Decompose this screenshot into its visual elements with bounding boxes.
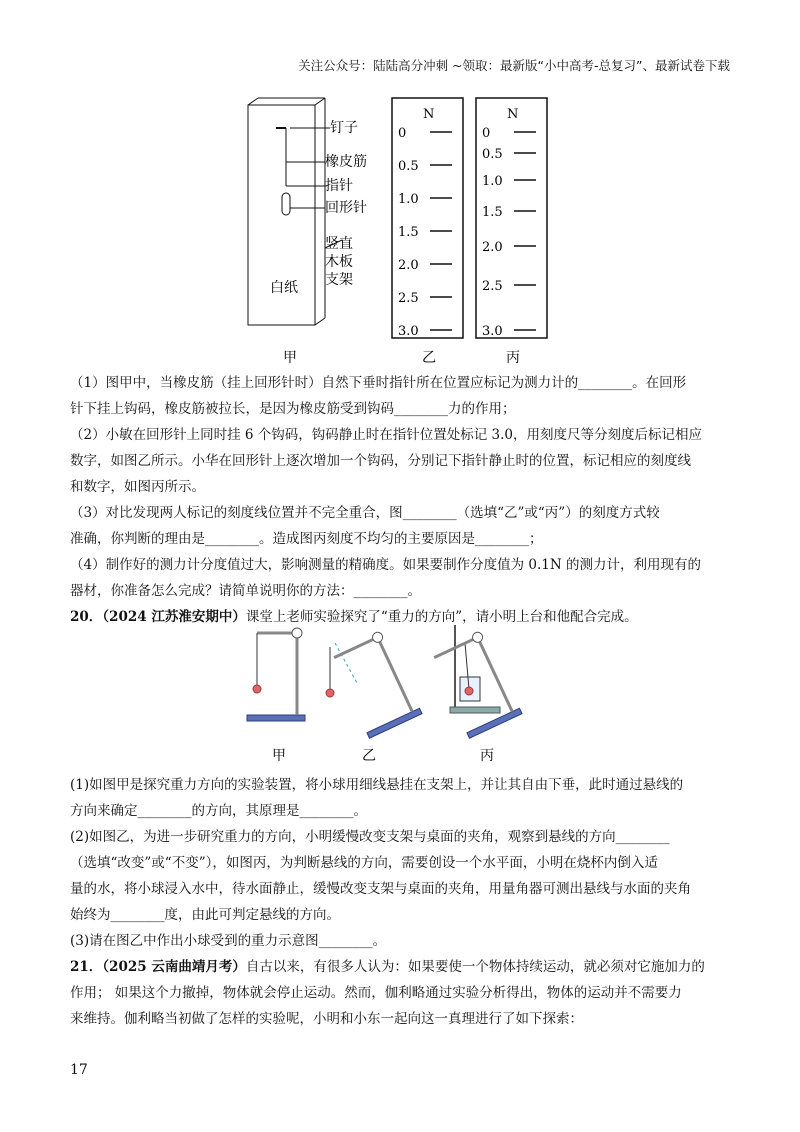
scale-bing bbox=[482, 126, 536, 339]
q21-heading bbox=[70, 954, 705, 980]
q20-intro: 课堂上老师实验探究了“重力的方向”，请小明上台和他配合完成。 bbox=[245, 609, 638, 625]
q20-line-6: 始终为________度，由此可判定悬线的方向。 bbox=[70, 907, 340, 923]
unit-bing: N bbox=[507, 107, 519, 122]
fig2-caption-bing: 丙 bbox=[480, 748, 494, 764]
scale-label: 1.0 bbox=[398, 192, 419, 207]
q20-source: （2024 江苏淮安期中） bbox=[102, 609, 246, 625]
q19-line-2: 针下挂上钩码，橡皮筋被拉长，是因为橡皮筋受到钩码________力的作用； bbox=[70, 401, 516, 417]
page-number: 17 bbox=[70, 1062, 88, 1078]
scale-label: 2.5 bbox=[398, 291, 419, 306]
caption-yi: 乙 bbox=[422, 350, 436, 366]
q21-line-2: 作用； 如果这个力撤掉，物体就会停止运动。然而，伽利略通过实验分析得出，物体的运动并不需要力 bbox=[70, 985, 682, 1001]
gravity-direction-figure bbox=[235, 615, 565, 765]
q20-line-4: （选填“改变”或“不变”），如图丙，为判断悬线的方向，需要创设一个水平面，小明在烧杯内倒入适 bbox=[70, 855, 658, 871]
label-rubber: 橡皮筋 bbox=[325, 154, 367, 170]
q20-line-3: (2)如图乙，为进一步研究重力的方向，小明缓慢改变支架与桌面的夹角，观察到悬线的方向________ bbox=[70, 829, 670, 845]
q20-line-7: (3)请在图乙中作出小球受到的重力示意图________。 bbox=[70, 933, 387, 949]
scale-label: 1.5 bbox=[482, 205, 503, 220]
scale-label: 3.0 bbox=[482, 324, 503, 339]
q19-line-4: 数字，如图乙所示。小华在回形针上逐次增加一个钩码，分别记下指针静止时的位置，标记相应的刻度线 bbox=[70, 453, 691, 469]
scale-label: 1.5 bbox=[398, 225, 419, 240]
q21-source: （2025 云南曲靖月考） bbox=[102, 959, 246, 975]
scale-label: 3.0 bbox=[398, 324, 419, 339]
scale-label: 0 bbox=[398, 126, 407, 141]
scale-label: 2.5 bbox=[482, 279, 503, 294]
q21-line-3: 来维持。伽利略当初做了怎样的实验呢，小明和小东一起向这一真理进行了如下探索： bbox=[70, 1011, 583, 1027]
q19-line-6: （3）对比发现两人标记的刻度线位置并不完全重合，图________（选填“乙”或“丙”）的刻度方式较 bbox=[70, 505, 660, 521]
label-vertical-3: 支架 bbox=[325, 272, 353, 288]
q19-line-5: 和数字，如图丙所示。 bbox=[70, 479, 205, 495]
scale-label: 2.0 bbox=[482, 240, 503, 255]
label-paper: 白纸 bbox=[270, 280, 298, 296]
q19-line-9: 器材，你准备怎么完成？请简单说明你的方法：________。 bbox=[70, 583, 421, 599]
scale-label: 1.0 bbox=[482, 174, 503, 189]
scale-label: 0.5 bbox=[398, 159, 419, 174]
label-nail: 钉子 bbox=[330, 120, 358, 136]
q20-number: 20． bbox=[70, 609, 103, 625]
q19-line-1: （1）图甲中，当橡皮筋（挂上回形针时）自然下垂时指针所在位置应标记为测力计的________。在回形 bbox=[70, 375, 687, 391]
q19-line-7: 准确，你判断的理由是________。造成图丙刻度不均匀的主要原因是________； bbox=[70, 531, 543, 547]
label-vertical-2: 木板 bbox=[325, 254, 353, 270]
q19-line-8: （4）制作好的测力计分度值过大，影响测量的精确度。如果要制作分度值为 0.1N 的测力计，利用现有的 bbox=[70, 557, 701, 573]
caption-bing: 丙 bbox=[506, 350, 520, 366]
label-pointer: 指针 bbox=[325, 178, 353, 194]
fig2-caption-yi: 乙 bbox=[362, 748, 376, 764]
fig2-caption-jia: 甲 bbox=[272, 748, 286, 764]
q21-intro: 自古以来，有很多人认为：如果要使一个物体持续运动，就必须对它施加力的 bbox=[245, 959, 705, 975]
scale-label: 0.5 bbox=[482, 147, 503, 162]
spring-scale-figure bbox=[230, 90, 570, 370]
label-clip: 回形针 bbox=[325, 200, 367, 216]
q20-line-5: 量的水，将小球浸入水中，待水面静止，缓慢改变支架与桌面的夹角，用量角器可测出悬线与水面的夹角 bbox=[70, 881, 691, 897]
q19-line-3: （2）小敏在回形针上同时挂 6 个钩码，钩码静止时在指针位置处标记 3.0，用刻度尺等分刻度后标记相应 bbox=[70, 427, 703, 443]
q21-number: 21． bbox=[70, 959, 103, 975]
scale-yi bbox=[398, 126, 452, 339]
unit-yi: N bbox=[423, 107, 435, 122]
page-header: 关注公众号：陆陆高分冲刺 ~领取：最新版“小中高考-总复习”、最新试卷下载 bbox=[298, 58, 730, 73]
q20-line-2: 方向来确定________的方向，其原理是________。 bbox=[70, 803, 367, 819]
caption-jia: 甲 bbox=[283, 350, 297, 366]
scale-label: 0 bbox=[482, 126, 491, 141]
q20-line-1: (1)如图甲是探究重力方向的实验装置，将小球用细线悬挂在支架上，并让其自由下垂，此时通过悬线的 bbox=[70, 777, 684, 793]
scale-label: 2.0 bbox=[398, 258, 419, 273]
label-vertical-1: 竖直 bbox=[325, 236, 353, 252]
